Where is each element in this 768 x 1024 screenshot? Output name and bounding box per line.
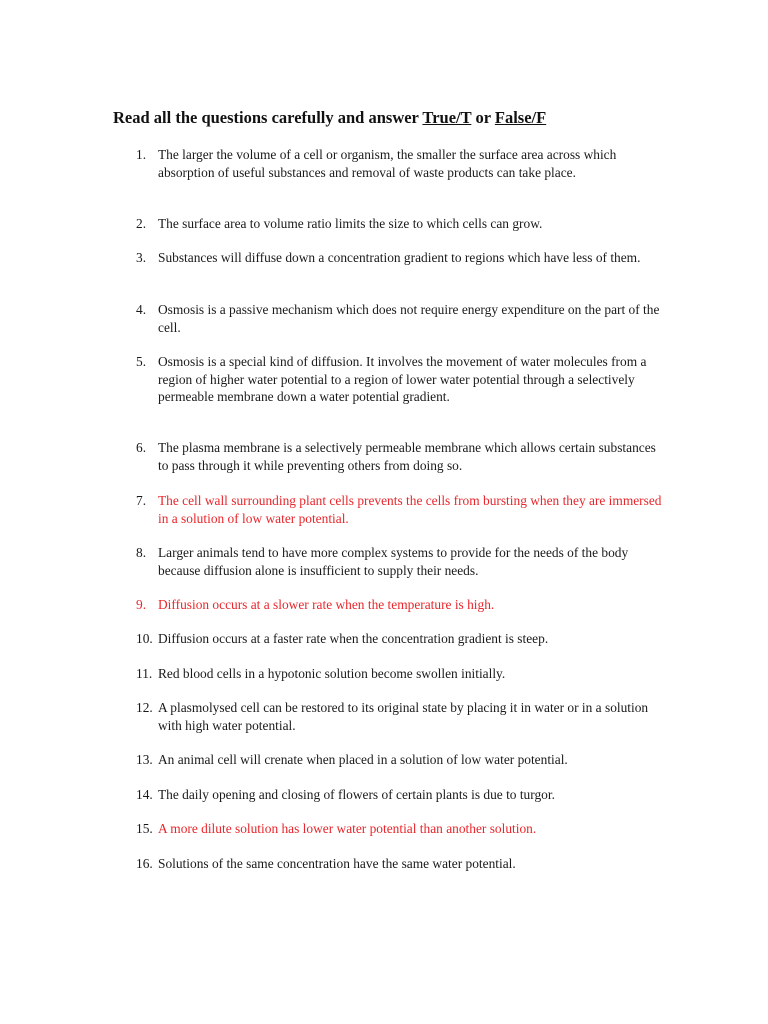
question-5 [136, 353, 666, 406]
question-text: An animal cell will crenate when placed in a solution of low water potential. [158, 752, 568, 767]
question-text: Diffusion occurs at a faster rate when the concentration gradient is steep. [158, 631, 549, 646]
question-3 [136, 249, 666, 267]
question-1 [136, 146, 666, 181]
question-10 [136, 630, 666, 648]
false-label: False/F [494, 108, 547, 127]
question-text: Osmosis is a passive mechanism which does not require energy expenditure on the part of the cell. [158, 302, 660, 335]
heading-prefix: Read all the questions carefully and answer [113, 108, 423, 127]
question-number: 16. [136, 856, 153, 871]
question-text: The daily opening and closing of flowers of certain plants is due to turgor. [158, 787, 555, 802]
question-6 [136, 439, 666, 474]
question-number: 13. [136, 752, 153, 767]
question-number: 7. [136, 493, 147, 508]
question-text: A plasmolysed cell can be restored to its original state by placing it in water or in a solution with high water potential. [158, 700, 649, 733]
question-text: A more dilute solution has lower water potential than another solution. [158, 821, 537, 836]
question-text: Diffusion occurs at a slower rate when the temperature is high. [158, 597, 495, 612]
question-9 [136, 596, 666, 614]
question-number: 4. [136, 302, 147, 317]
true-label: True/T [422, 108, 472, 127]
question-number: 5. [136, 354, 147, 369]
question-text: Substances will diffuse down a concentration gradient to regions which have less of them. [158, 250, 641, 265]
question-12 [136, 699, 666, 734]
question-7 [136, 492, 666, 527]
question-13 [136, 751, 666, 769]
question-number: 11. [136, 666, 153, 681]
question-text: Red blood cells in a hypotonic solution become swollen initially. [158, 666, 506, 681]
question-number: 2. [136, 216, 147, 231]
question-number: 10. [136, 631, 153, 646]
question-text: Larger animals tend to have more complex systems to provide for the needs of the body because diffusion alone is insufficient to supply their needs. [158, 545, 629, 578]
question-16 [136, 855, 666, 873]
question-4 [136, 301, 666, 336]
question-number: 9. [136, 597, 147, 612]
question-number: 8. [136, 545, 147, 560]
question-number: 12. [136, 700, 153, 715]
question-8 [136, 544, 666, 579]
question-text: The larger the volume of a cell or organism, the smaller the surface area across which absorption of useful substances and removal of waste products can take place. [158, 147, 617, 180]
question-number: 14. [136, 787, 153, 802]
question-text: Solutions of the same concentration have the same water potential. [158, 856, 516, 871]
question-text: Osmosis is a special kind of diffusion. It involves the movement of water molecules from a region of higher water potential to a region of lower water potential through a selectively permeable membrane down a water potential gradient. [158, 354, 647, 404]
question-2 [136, 215, 666, 233]
instructions-heading [113, 108, 546, 128]
question-15 [136, 820, 666, 838]
question-number: 3. [136, 250, 147, 265]
question-number: 6. [136, 440, 147, 455]
heading-middle: or [471, 108, 495, 127]
question-11 [136, 665, 666, 683]
question-number: 1. [136, 147, 147, 162]
question-14 [136, 786, 666, 804]
question-text: The cell wall surrounding plant cells prevents the cells from bursting when they are immersed in a solution of low water potential. [158, 493, 662, 526]
question-text: The plasma membrane is a selectively permeable membrane which allows certain substances to pass through it while preventing others from doing so. [158, 440, 656, 473]
question-number: 15. [136, 821, 153, 836]
question-text: The surface area to volume ratio limits the size to which cells can grow. [158, 216, 543, 231]
